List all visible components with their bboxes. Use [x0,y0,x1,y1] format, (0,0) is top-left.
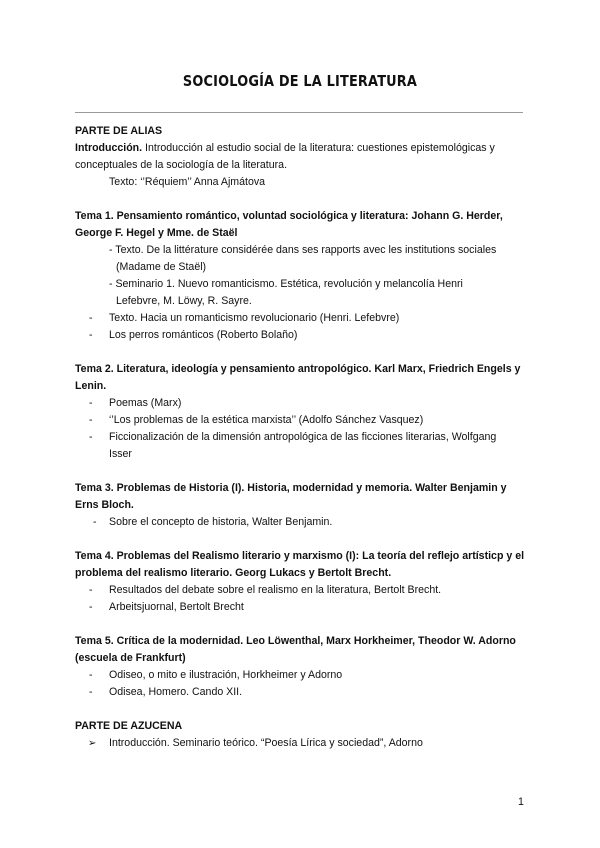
page-number: 1 [518,796,524,808]
bullet-dash: - [89,414,93,426]
part-alias-heading: PARTE DE ALIAS [75,125,163,137]
bullet-dash: - [89,431,93,443]
part-alias-section [75,123,523,191]
tema5-heading-1: Tema 5. Crítica de la modernidad. Leo Löwenthal, Marx Horkheimer, Theodor W. Adorno [75,635,516,647]
list-item-text: Poemas (Marx) [109,397,182,409]
tema1-dash-item [75,242,523,276]
bullet-dash: - [89,601,93,613]
list-item-text: Odiseo, o mito e ilustración, Horkheimer y Adorno [109,669,343,681]
tema1-dash-2-line1: - Seminario 1. Nuevo romanticismo. Estética, revolución y melancolía Henri [109,278,463,290]
tema2-list-item [75,395,523,412]
tema5-heading-2: (escuela de Frankfurt) [75,652,186,664]
arrow-bullet-icon: ➢ [88,738,97,749]
tema5-section [75,633,523,701]
intro-line [75,140,523,157]
tema4-section [75,548,523,616]
tema2-list-item [75,429,523,463]
part-azucena-section [75,718,523,752]
tema3-heading-2: Erns Bloch. [75,499,134,511]
list-item-text: Los perros románticos (Roberto Bolaño) [109,329,298,341]
tema4-list-item [75,582,523,599]
tema4-heading-1: Tema 4. Problemas del Realismo literario y marxismo (I): La teoría del reflejo artísticp y el [75,550,525,562]
list-item-text: Odisea, Homero. Cando XII. [109,686,243,698]
bullet-dash: - [89,584,93,596]
tema5-list-item [75,684,523,701]
bullet-dash: - [89,686,93,698]
title-divider [75,112,523,113]
tema4-heading-2: problema del realismo literario. Georg Lukacs y Bertolt Brecht. [75,567,392,579]
part-azucena-heading: PARTE DE AZUCENA [75,720,183,732]
tema3-heading-1: Tema 3. Problemas de Historia (I). Historia, modernidad y memoria. Walter Benjamin y [75,482,507,494]
list-item-text-cont: Isser [109,448,132,460]
tema1-dash-1-line2: (Madame de Staël) [116,261,207,273]
tema1-dash-2-line2: Lefebvre, M. Löwy, R. Sayre. [116,295,252,307]
list-item-text: Sobre el concepto de historia, Walter Benjamin. [109,516,333,528]
intro-reading: Texto: ‘’Réquiem’’ Anna Ajmátova [109,176,266,188]
azucena-list-item [75,735,523,752]
tema2-section [75,361,523,463]
list-item-text: Introducción. Seminario teórico. “Poesía Lírica y sociedad”, Adorno [109,737,423,749]
tema4-list-item [75,599,523,616]
document-title: SOCIOLOGÍA DE LA LITERATURA [182,72,418,90]
bullet-dash: - [93,516,97,528]
intro-line-2: conceptuales de la sociología de la literatura. [75,159,288,171]
tema1-dash-item [75,276,523,310]
tema2-heading-1: Tema 2. Literatura, ideología y pensamiento antropológico. Karl Marx, Friedrich Engels y [75,363,521,375]
bullet-dash: - [89,397,93,409]
tema5-list-item [75,667,523,684]
tema1-list-item [75,310,523,327]
tema1-list-item [75,327,523,344]
document-body [75,123,523,752]
list-item-text: Ficcionalización de la dimensión antropológica de las ficciones literarias, Wolfgang [109,431,497,443]
list-item-text: ‘’Los problemas de la estética marxista’’ (Adolfo Sánchez Vasquez) [109,414,424,426]
list-item-text: Arbeitsjuornal, Bertolt Brecht [109,601,244,613]
tema1-heading-2: George F. Hegel y Mme. de Staël [75,227,238,239]
tema3-section [75,480,523,531]
bullet-dash: - [89,312,93,324]
bullet-dash: - [89,669,93,681]
list-item-text: Resultados del debate sobre el realismo en la literatura, Bertolt Brecht. [109,584,442,596]
tema3-list-item [75,514,523,531]
intro-text-1: Introducción al estudio social de la literatura: cuestiones epistemológicas y [142,142,495,154]
tema2-list-item [75,412,523,429]
tema2-heading-2: Lenin. [75,380,107,392]
bullet-dash: - [89,329,93,341]
tema1-section [75,208,523,344]
tema1-heading-1: Tema 1. Pensamiento romántico, voluntad sociológica y literatura: Johann G. Herder, [75,210,503,222]
intro-label: Introducción. [75,142,143,154]
tema1-dash-1-line1: - Texto. De la littérature considérée dans ses rapports avec les institutions sociales [109,244,497,256]
list-item-text: Texto. Hacia un romanticismo revolucionario (Henri. Lefebvre) [109,312,400,324]
